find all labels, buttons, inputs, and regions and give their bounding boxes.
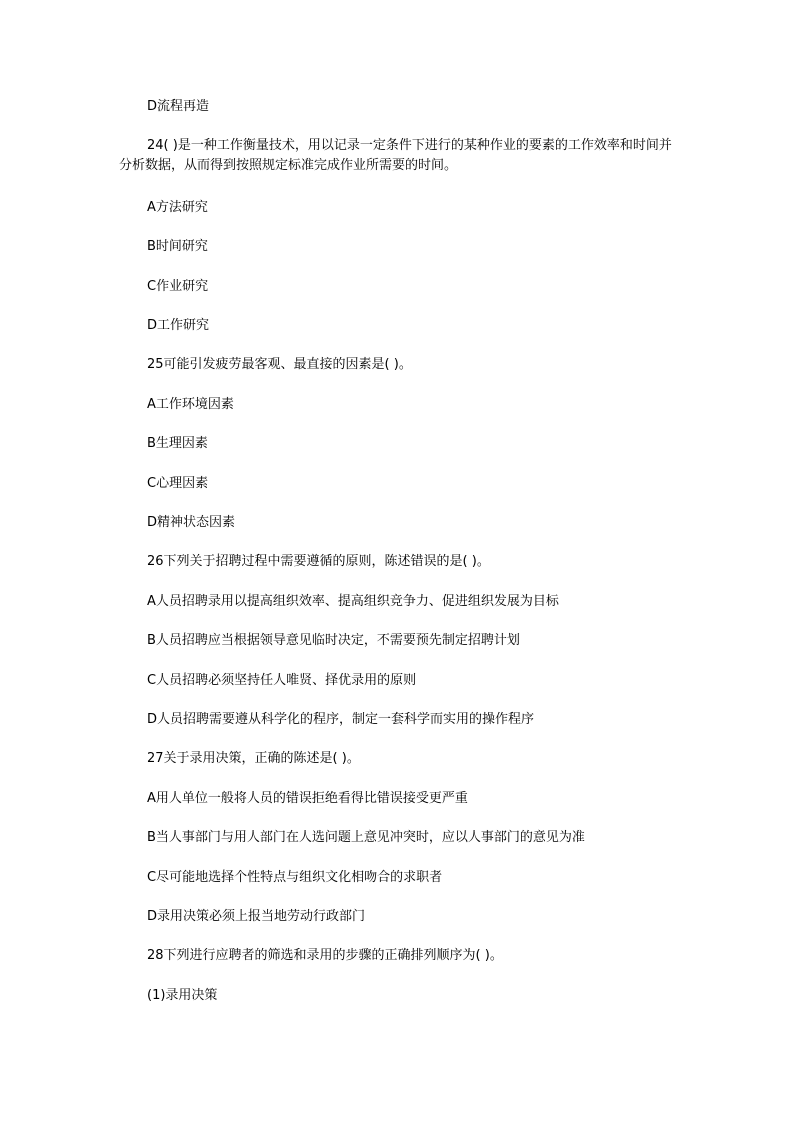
option-c-q25: C心理因素 (147, 476, 209, 491)
option-b-q27: B当人事部门与用人部门在人选问题上意见冲突时，应以人事部门的意见为准 (147, 830, 585, 845)
option-c-q24: C作业研究 (147, 279, 209, 294)
option-b-q24: B时间研究 (147, 239, 208, 254)
question-25: 25可能引发疲劳最客观、最直接的因素是( )。 (147, 357, 412, 372)
question-27: 27关于录用决策，正确的陈述是( )。 (147, 751, 360, 766)
option-c-q27: C尽可能地选择个性特点与组织文化相吻合的求职者 (147, 870, 443, 885)
step-1-q28: (1)录用决策 (147, 988, 218, 1003)
option-d-q26: D人员招聘需要遵从科学化的程序，制定一套科学而实用的操作程序 (147, 712, 535, 727)
option-b-q25: B生理因素 (147, 436, 208, 451)
option-a-q26: A人员招聘录用以提高组织效率、提高组织竞争力、促进组织发展为目标 (147, 594, 559, 609)
question-28: 28下列进行应聘者的筛选和录用的步骤的正确排列顺序为( )。 (147, 948, 503, 963)
option-d-q27: D录用决策必须上报当地劳动行政部门 (147, 909, 366, 924)
option-b-q26: B人员招聘应当根据领导意见临时决定，不需要预先制定招聘计划 (147, 633, 520, 648)
option-d-q25: D精神状态因素 (147, 515, 236, 530)
option-a-q25: A工作环境因素 (147, 397, 234, 412)
question-26: 26下列关于招聘过程中需要遵循的原则，陈述错误的是( )。 (147, 554, 490, 569)
question-24: 24( )是一种工作衡量技术，用以记录一定条件下进行的某种作业的要素的工作效率和时间并分析数据，从而得到按照规定标准完成作业所需要的时间。 (119, 138, 672, 173)
option-c-q26: C人员招聘必须坚持任人唯贤、择优录用的原则 (147, 673, 417, 688)
option-d-q23: D流程再造 (147, 99, 210, 114)
option-a-q24: A方法研究 (147, 200, 208, 215)
option-a-q27: A用人单位一般将人员的错误拒绝看得比错误接受更严重 (147, 791, 468, 806)
option-d-q24: D工作研究 (147, 318, 210, 333)
